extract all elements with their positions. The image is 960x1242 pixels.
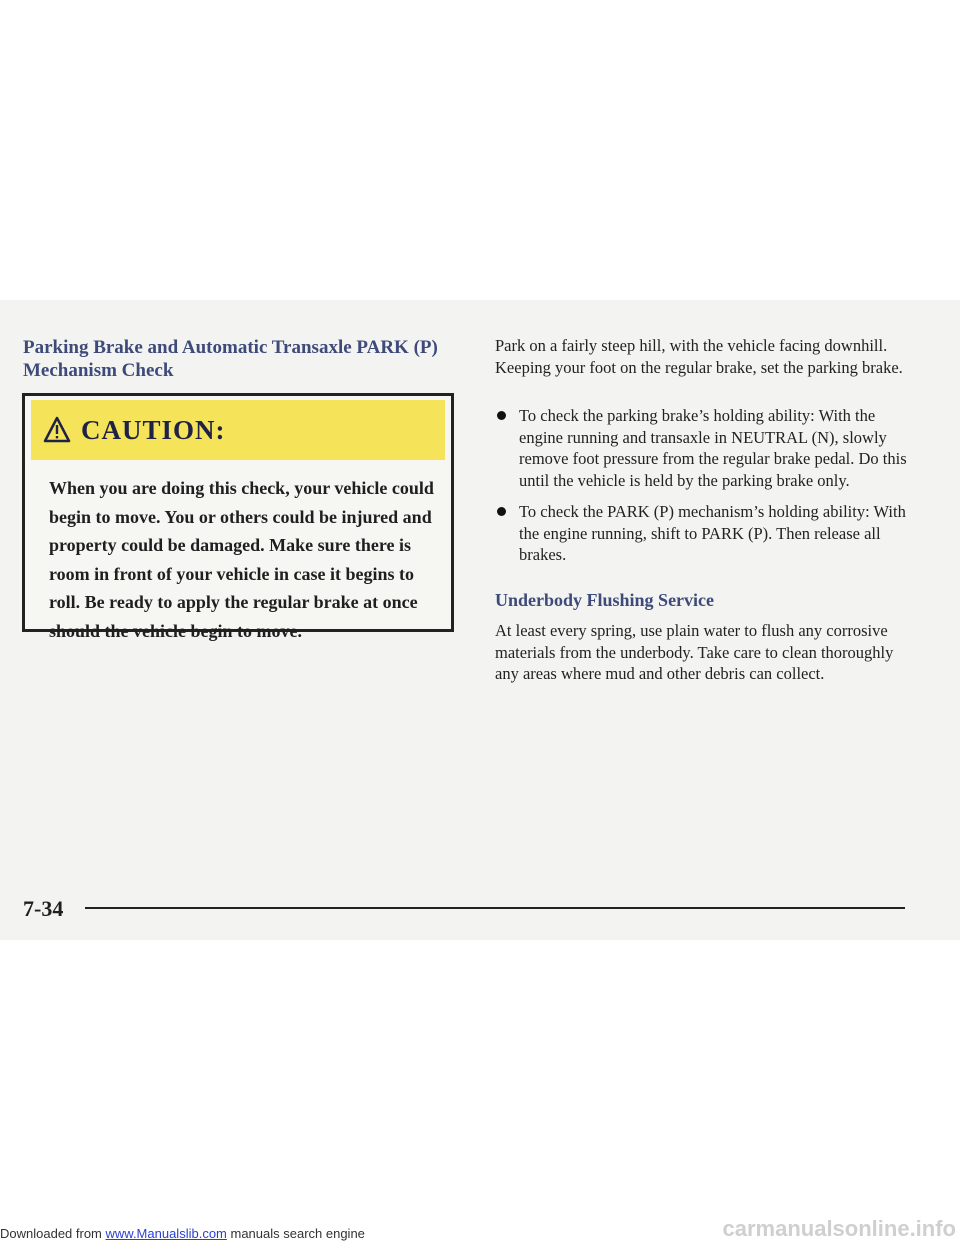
caution-label: CAUTION: [81,414,226,445]
section-title: Parking Brake and Automatic Transaxle PARK (P) Mechanism Check [23,337,438,381]
list-item-text: To check the parking brake’s holding ability: With the engine running and transaxle in NEUTRAL (N), slowly remove foot pressure from the regular brake pedal. Do this until the vehicle is held by the parking brake only. [519,406,907,490]
site-watermark: carmanualsonline.info [722,1216,956,1241]
caution-text: When you are doing this check, your vehicle could begin to move. You or others could be injured and property could be damaged. Make sure there is room in front of your vehicle in case it begins to roll. Be ready to apply the regular brake at once should the vehicle begin to move. [49,478,434,641]
watermark-prefix: Downloaded from [0,1226,106,1241]
list-item [495,501,915,566]
list-item-text: To check the PARK (P) mechanism’s holding ability: With the engine running, shift to PARK (P). Then release all brakes. [519,502,906,564]
intro-paragraph: Park on a fairly steep hill, with the vehicle facing downhill. Keeping your foot on the regular brake, set the parking brake. [495,336,903,377]
caution-header [31,400,445,460]
download-watermark [0,1226,365,1241]
list-item [495,405,915,491]
bullet-icon [497,411,506,420]
caution-box [22,393,454,641]
manualslib-link[interactable]: www.Manualslib.com [105,1226,227,1241]
watermark-suffix: manuals search engine [226,1226,365,1241]
underbody-paragraph: At least every spring, use plain water to flush any corrosive materials from the underbody. Take care to clean thoroughly any areas where mud and other debris can collect. [495,621,894,683]
footer-rule [85,907,905,909]
subheading-underbody: Underbody Flushing Service [495,590,715,610]
warning-triangle-icon [43,416,71,444]
bullet-icon [497,507,506,516]
page-number: 7-34 [23,896,64,921]
check-steps-list [495,405,915,576]
